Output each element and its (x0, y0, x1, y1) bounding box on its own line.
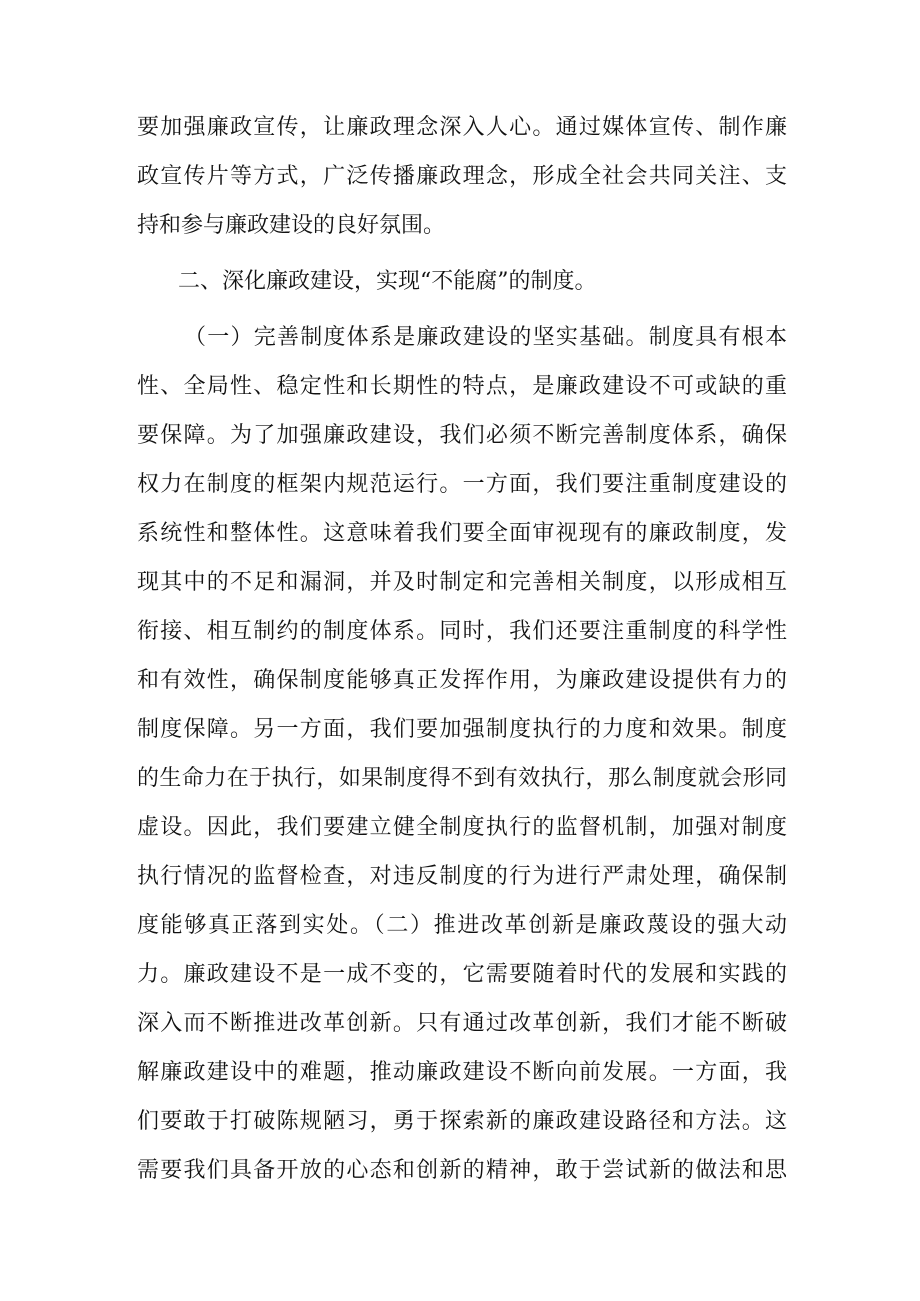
paragraph-line: 系统性和整体性。这意味着我们要全面审视现有的廉政制度，发 (137, 521, 787, 546)
paragraph-line: 性、全局性、稳定性和长期性的特点，是廉政建设不可或缺的重 (137, 374, 787, 399)
paragraph-line: 力。廉政建设不是一成不变的，它需要随着时代的发展和实践的 (137, 962, 787, 987)
paragraph-line: 执行情况的监督检查，对违反制度的行为进行严肃处理，确保制 (137, 864, 787, 889)
paragraph-line: 解廉政建设中的难题，推动廉政建设不断向前发展。一方面，我 (137, 1060, 787, 1085)
section-heading: 二、深化廉政建设，实现“不能腐”的制度。 (178, 269, 597, 294)
paragraph-line: 的生命力在于执行，如果制度得不到有效执行，那么制度就会形同 (137, 766, 787, 791)
paragraph-line: 深入而不断推进改革创新。只有通过改革创新，我们才能不断破 (137, 1011, 787, 1036)
paragraph-line: 持和参与廉政建设的良好氛围。 (137, 213, 446, 238)
paragraph-line: 政宣传片等方式，广泛传播廉政理念，形成全社会共同关注、支 (137, 164, 787, 189)
paragraph-line: 制度保障。另一方面，我们要加强制度执行的力度和效果。制度 (137, 717, 787, 742)
paragraph-line: 们要敢于打破陈规陋习，勇于探索新的廉政建设路径和方法。这 (137, 1109, 787, 1134)
paragraph-line: 度能够真正落到实处。（二）推进改革创新是廉政蔑设的强大动 (137, 913, 787, 938)
paragraph-line: 和有效性，确保制度能够真正发挥作用，为廉政建设提供有力的 (137, 668, 787, 693)
paragraph-line: 需要我们具备开放的心态和创新的精神，敢于尝试新的做法和思 (137, 1158, 787, 1183)
paragraph-line: 衔接、相互制约的制度体系。同时，我们还要注重制度的科学性 (137, 619, 787, 644)
paragraph-line: 权力在制度的框架内规范运行。一方面，我们要注重制度建设的 (137, 472, 787, 497)
paragraph-line: 虚设。因此，我们要建立健全制度执行的监督机制，加强对制度 (137, 815, 787, 840)
paragraph-line: 现其中的不足和漏洞，并及时制定和完善相关制度，以形成相互 (137, 570, 787, 595)
paragraph-line: 要保障。为了加强廉政建设，我们必须不断完善制度体系，确保 (137, 423, 787, 448)
paragraph-line: （一）完善制度体系是廉政建设的坚实基础。制度具有根本 (184, 325, 787, 350)
paragraph-line: 要加强廉政宣传，让廉政理念深入人心。通过媒体宣传、制作廉 (137, 115, 787, 140)
